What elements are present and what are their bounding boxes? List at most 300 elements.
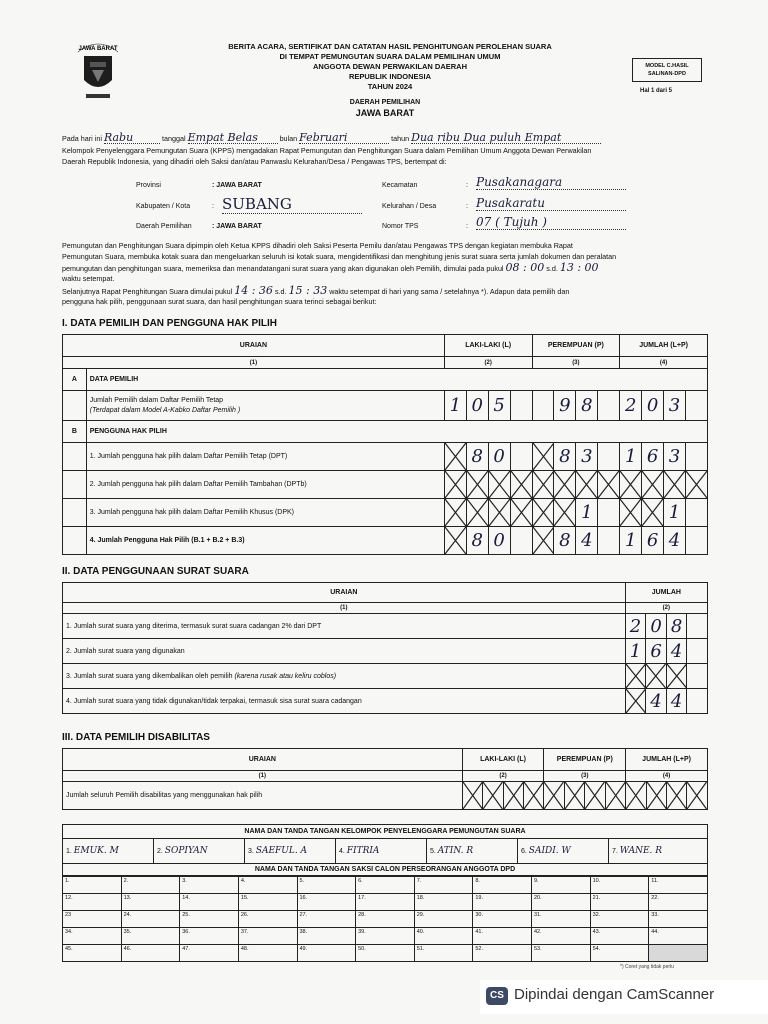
ss2-spacer bbox=[687, 639, 708, 664]
kpps-signer bbox=[336, 839, 427, 864]
signer-number: 5. bbox=[430, 848, 436, 855]
signer-name: WANE. R bbox=[619, 846, 663, 856]
cross-mark-icon bbox=[646, 664, 666, 688]
dpt-row-label bbox=[86, 391, 444, 421]
ss3-spacer bbox=[687, 664, 708, 689]
a1-l-digit: 1 bbox=[444, 391, 466, 421]
crossed-cell bbox=[544, 782, 564, 810]
cross-mark-icon bbox=[533, 527, 554, 554]
crossed-cell bbox=[585, 782, 605, 810]
label-text: 3. Jumlah surat suara yang dikembalikan oleh pemilih bbox=[66, 672, 233, 680]
crossed-cell bbox=[532, 527, 554, 555]
section-1-table bbox=[62, 334, 708, 555]
crossed-cell bbox=[620, 499, 642, 527]
cross-mark-icon bbox=[445, 471, 466, 498]
saksi-signature-grid bbox=[62, 876, 708, 962]
cross-mark-icon bbox=[620, 471, 641, 498]
saksi-cell: 12. bbox=[63, 894, 122, 911]
saksi-cell: 38. bbox=[297, 928, 356, 945]
crossed-cell bbox=[444, 499, 466, 527]
dpt-sublabel: (Terdapat dalam Model A-Kabko Daftar Pemilih ) bbox=[89, 406, 241, 414]
cross-mark-icon bbox=[576, 471, 597, 498]
ss-row-1-label: 1. Jumlah surat suara yang diterima, termasuk surat suara cadangan 2% dari DPT bbox=[63, 614, 626, 639]
header-line: BERITA ACARA, SERTIFIKAT DAN CATATAN HASIL PENGHITUNGAN PEROLEHAN SUARA bbox=[228, 42, 552, 51]
signer-name: SOPIYAN bbox=[164, 846, 208, 856]
signer-number: 2. bbox=[157, 848, 163, 855]
signer-name: SAEFUL. A bbox=[255, 846, 308, 856]
kecamatan-label: Kecamatan bbox=[382, 182, 418, 189]
col-number: (3) bbox=[532, 357, 620, 369]
saksi-cell: 52. bbox=[473, 945, 532, 962]
saksi-cell: 16. bbox=[297, 894, 356, 911]
crossed-cell bbox=[532, 443, 554, 471]
saksi-cell: 50. bbox=[356, 945, 415, 962]
b3-j-digit: 1 bbox=[664, 499, 686, 527]
region-title bbox=[300, 98, 470, 118]
saksi-cell: 32. bbox=[590, 911, 649, 928]
saksi-cell: 1. bbox=[63, 877, 122, 894]
tahun-value: Dua ribu Dua puluh Empat bbox=[411, 132, 601, 144]
saksi-cell: 40. bbox=[414, 928, 473, 945]
section-2-title: II. DATA PENGGUNAAN SURAT SUARA bbox=[62, 566, 249, 577]
saksi-cell: 43. bbox=[590, 928, 649, 945]
label: bulan bbox=[279, 134, 298, 143]
header-line: TAHUN 2024 bbox=[367, 82, 413, 91]
saksi-cell: 54. bbox=[590, 945, 649, 962]
form-header bbox=[180, 42, 600, 92]
body-text: Selanjutnya Rapat Penghitungan Suara dimulai pukul bbox=[62, 287, 233, 296]
saksi-cell: 26. bbox=[238, 911, 297, 928]
kelurahan-label: Kelurahan / Desa bbox=[382, 203, 437, 210]
crossed-cell bbox=[466, 499, 488, 527]
intro-line-3: Daerah Republik Indonesia, yang dihadiri oleh Saksi dan/atau Panwaslu Kelurahan/Desa / Pengawas TPS, bertempat di: bbox=[62, 157, 447, 166]
label-italic: (karena rusak atau keliru coblos) bbox=[234, 672, 337, 680]
cross-mark-icon bbox=[544, 782, 563, 809]
section-3-title: III. DATA PEMILIH DISABILITAS bbox=[62, 732, 210, 743]
crossed-cell bbox=[687, 782, 708, 810]
start-time-value: 08 : 00 bbox=[505, 261, 545, 274]
crossed-cell bbox=[598, 471, 620, 499]
cross-mark-icon bbox=[626, 689, 646, 713]
col-number: (3) bbox=[544, 771, 626, 782]
b4-p-spacer bbox=[598, 527, 620, 555]
kelurahan-value: Pusakaratu bbox=[476, 196, 626, 211]
crossed-cell bbox=[466, 471, 488, 499]
saksi-cell: 14. bbox=[180, 894, 239, 911]
saksi-cell: 21. bbox=[590, 894, 649, 911]
crossed-cell bbox=[532, 499, 554, 527]
cross-mark-icon bbox=[606, 782, 625, 809]
crossed-cell bbox=[667, 782, 687, 810]
cross-mark-icon bbox=[554, 471, 575, 498]
ss-row-3-label bbox=[63, 664, 626, 689]
ss4-spacer bbox=[687, 689, 708, 714]
region-name: JAWA BARAT bbox=[355, 108, 415, 118]
saksi-cell: 30. bbox=[473, 911, 532, 928]
label: tanggal bbox=[161, 134, 186, 143]
kpps-signer bbox=[427, 839, 518, 864]
crossed-cell bbox=[666, 664, 687, 689]
dapil-label: Daerah Pemilihan bbox=[136, 223, 192, 230]
cross-mark-icon bbox=[686, 471, 707, 498]
region-subtitle: DAERAH PEMILIHAN bbox=[349, 99, 421, 106]
saksi-cell: 45. bbox=[63, 945, 122, 962]
b1-l-digit: 8 bbox=[466, 443, 488, 471]
saksi-row bbox=[63, 945, 708, 962]
cross-mark-icon bbox=[489, 471, 510, 498]
cross-mark-icon bbox=[642, 499, 663, 526]
ss1-spacer bbox=[687, 614, 708, 639]
header-line: REPUBLIK INDONESIA bbox=[348, 72, 432, 81]
cross-mark-icon bbox=[598, 471, 619, 498]
b4-j-digit: 6 bbox=[642, 527, 664, 555]
crossed-cell bbox=[646, 664, 667, 689]
model-box bbox=[632, 58, 702, 82]
a1-j-digit: 2 bbox=[620, 391, 642, 421]
saksi-cell: 37. bbox=[238, 928, 297, 945]
saksi-cell: 33. bbox=[649, 911, 708, 928]
saksi-row bbox=[63, 928, 708, 945]
cross-mark-icon bbox=[524, 782, 543, 809]
col-uraian-header: URAIAN bbox=[63, 583, 626, 603]
signer-name: EMUK. M bbox=[73, 846, 119, 856]
row-code-empty bbox=[63, 471, 87, 499]
crossed-cell bbox=[444, 471, 466, 499]
crossed-cell bbox=[664, 471, 686, 499]
section-a-title: DATA PEMILIH bbox=[86, 369, 707, 391]
crossed-cell bbox=[626, 782, 646, 810]
saksi-cell: 49. bbox=[297, 945, 356, 962]
b1-j-digit: 1 bbox=[620, 443, 642, 471]
crossed-cell bbox=[554, 499, 576, 527]
saksi-cell: 34. bbox=[63, 928, 122, 945]
section-b-title: PENGGUNA HAK PILIH bbox=[86, 421, 707, 443]
saksi-title: NAMA DAN TANDA TANGAN SAKSI CALON PERSEORANGAN ANGGOTA DPD bbox=[63, 864, 708, 876]
cross-mark-icon bbox=[445, 443, 466, 470]
kabupaten-value: SUBANG bbox=[222, 195, 362, 214]
col-number: (1) bbox=[63, 771, 463, 782]
ss1-digit: 2 bbox=[625, 614, 646, 639]
scanner-text: Dipindai dengan CamScanner bbox=[514, 986, 715, 1003]
ss2-digit: 1 bbox=[625, 639, 646, 664]
crossed-cell bbox=[532, 471, 554, 499]
b1-p-spacer bbox=[598, 443, 620, 471]
saksi-cell: 25. bbox=[180, 911, 239, 928]
b3-p-digit: 1 bbox=[576, 499, 598, 527]
kpps-signer bbox=[63, 839, 154, 864]
saksi-cell: 27. bbox=[297, 911, 356, 928]
header-line: DI TEMPAT PEMUNGUTAN SUARA DALAM PEMILIHAN UMUM bbox=[279, 52, 501, 61]
dpt-label: Jumlah Pemilih dalam Daftar Pemilih Tetap bbox=[89, 396, 224, 404]
b1-j-digit: 6 bbox=[642, 443, 664, 471]
saksi-cell: 47. bbox=[180, 945, 239, 962]
b3-j-spacer bbox=[685, 499, 707, 527]
saksi-cell: 18. bbox=[414, 894, 473, 911]
saksi-cell: 20. bbox=[532, 894, 591, 911]
saksi-cell: 4. bbox=[238, 877, 297, 894]
saksi-cell: 46. bbox=[121, 945, 180, 962]
cross-mark-icon bbox=[511, 499, 532, 526]
saksi-cell: 28. bbox=[356, 911, 415, 928]
crossed-cell bbox=[642, 471, 664, 499]
b4-l-spacer bbox=[510, 527, 532, 555]
kpps-signer bbox=[245, 839, 336, 864]
crossed-cell bbox=[503, 782, 523, 810]
cross-mark-icon bbox=[533, 443, 554, 470]
b1-l-spacer bbox=[510, 443, 532, 471]
a1-j-digit: 3 bbox=[664, 391, 686, 421]
a1-p-spacer bbox=[598, 391, 620, 421]
dapil-value: : JAWA BARAT bbox=[212, 223, 262, 230]
crossed-cell bbox=[488, 471, 510, 499]
b4-l-digit: 0 bbox=[488, 527, 510, 555]
cross-mark-icon bbox=[489, 499, 510, 526]
ss2-digit: 6 bbox=[646, 639, 667, 664]
signer-number: 1. bbox=[66, 848, 72, 855]
sd-label: s.d. bbox=[274, 287, 287, 296]
ss4-digit: 4 bbox=[666, 689, 687, 714]
a1-j-digit: 0 bbox=[642, 391, 664, 421]
crossed-cell bbox=[646, 782, 666, 810]
intro-line-1 bbox=[62, 132, 601, 144]
section-2-table bbox=[62, 582, 708, 714]
cross-mark-icon bbox=[467, 499, 488, 526]
saksi-cell: 10. bbox=[590, 877, 649, 894]
crossed-cell bbox=[462, 782, 482, 810]
ss2-digit: 4 bbox=[666, 639, 687, 664]
body-text: pemungutan dan penghitungan suara, memeriksa dan menandatangani surat suara yang akan digunakan oleh Pemilih, dimulai pada pukul bbox=[62, 264, 504, 273]
intro-line-2: Kelompok Penyelenggara Pemungutan Suara (KPPS) mengadakan Rapat Pemungutan dan Penghitungan Suara dalam Pemilihan Umum Anggota Dewan Perwakilan bbox=[62, 146, 592, 155]
saksi-cell: 17. bbox=[356, 894, 415, 911]
saksi-cell: 48. bbox=[238, 945, 297, 962]
model-label: MODEL C.HASIL bbox=[645, 63, 689, 69]
col-laki-header: LAKI-LAKI (L) bbox=[462, 749, 544, 771]
body-line-3 bbox=[62, 262, 599, 274]
crossed-cell bbox=[444, 443, 466, 471]
saksi-cell bbox=[649, 945, 708, 962]
body-line-1: Pemungutan dan Penghitungan Suara dipimpin oleh Ketua KPPS dihadiri oleh Saksi Peserta Pemilu dan/atau Pengawas TPS dengan kegiatan membuka Rapat bbox=[62, 241, 573, 250]
saksi-cell: 42. bbox=[532, 928, 591, 945]
label: tahun bbox=[391, 134, 410, 143]
hari-value: Rabu bbox=[104, 132, 160, 144]
crossed-cell bbox=[564, 782, 584, 810]
tps-label: Nomor TPS bbox=[382, 223, 419, 230]
saksi-cell: 39. bbox=[356, 928, 415, 945]
cross-mark-icon bbox=[445, 527, 466, 554]
ss4-digit: 4 bbox=[646, 689, 667, 714]
saksi-cell: 2. bbox=[121, 877, 180, 894]
b1-row bbox=[63, 443, 708, 471]
b1-label: 1. Jumlah pengguna hak pilih dalam Daftar Pemilih Tetap (DPT) bbox=[86, 443, 444, 471]
row-code: B bbox=[63, 421, 87, 443]
cross-mark-icon bbox=[626, 782, 645, 809]
kecamatan-value: Pusakanagara bbox=[476, 175, 626, 190]
a1-l-digit: 5 bbox=[488, 391, 510, 421]
saksi-cell: 51. bbox=[414, 945, 473, 962]
b1-l-digit: 0 bbox=[488, 443, 510, 471]
kpps-signer bbox=[518, 839, 609, 864]
saksi-cell: 23 bbox=[63, 911, 122, 928]
b1-p-digit: 3 bbox=[576, 443, 598, 471]
b3-p-spacer bbox=[598, 499, 620, 527]
col-uraian-header: URAIAN bbox=[63, 335, 445, 357]
a1-l-spacer bbox=[510, 391, 532, 421]
saksi-row bbox=[63, 877, 708, 894]
tanggal-value: Empat Belas bbox=[188, 132, 278, 144]
cross-mark-icon bbox=[511, 471, 532, 498]
tps-value: 07 ( Tujuh ) bbox=[476, 215, 626, 230]
disabilitas-label: Jumlah seluruh Pemilih disabilitas yang menggunakan hak pilih bbox=[63, 782, 463, 810]
crossed-cell bbox=[523, 782, 543, 810]
saksi-cell: 15. bbox=[238, 894, 297, 911]
b4-label: 4. Jumlah Pengguna Hak Pilih (B.1 + B.2 + B.3) bbox=[86, 527, 444, 555]
ss-row-2-label: 2. Jumlah surat suara yang digunakan bbox=[63, 639, 626, 664]
saksi-cell: 7. bbox=[414, 877, 473, 894]
ss-row-4 bbox=[63, 689, 708, 714]
b2-label: 2. Jumlah pengguna hak pilih dalam Daftar Pemilih Tambahan (DPTb) bbox=[86, 471, 444, 499]
cross-mark-icon bbox=[687, 782, 707, 809]
header-line: ANGGOTA DEWAN PERWAKILAN DAERAH bbox=[312, 62, 468, 71]
crossed-cell bbox=[576, 471, 598, 499]
b4-j-spacer bbox=[685, 527, 707, 555]
label: Pada hari ini bbox=[62, 134, 102, 143]
crossed-cell bbox=[625, 664, 646, 689]
ss-row-4-label: 4. Jumlah surat suara yang tidak digunakan/tidak terpakai, termasuk sisa surat suara cadangan bbox=[63, 689, 626, 714]
kpps-signer bbox=[609, 839, 708, 864]
saksi-cell: 35. bbox=[121, 928, 180, 945]
body-line-6: pengguna hak pilih, penggunaan surat suara, dan hasil penghitungan suara terinci sebagai berikut: bbox=[62, 297, 377, 306]
jawa-barat-emblem-icon bbox=[70, 36, 126, 106]
cross-mark-icon bbox=[664, 471, 685, 498]
saksi-cell: 22. bbox=[649, 894, 708, 911]
cross-mark-icon bbox=[467, 471, 488, 498]
a1-j-spacer bbox=[685, 391, 707, 421]
b4-p-digit: 8 bbox=[554, 527, 576, 555]
kelurahan-colon: : bbox=[466, 203, 468, 210]
cross-mark-icon bbox=[504, 782, 523, 809]
section-1-title: I. DATA PEMILIH DAN PENGGUNA HAK PILIH bbox=[62, 318, 277, 329]
col-perempuan-header: PEREMPUAN (P) bbox=[532, 335, 620, 357]
b1-j-digit: 3 bbox=[664, 443, 686, 471]
saksi-row bbox=[63, 894, 708, 911]
logo-text: JAWA BARAT bbox=[78, 46, 118, 52]
a1-p-digit: 8 bbox=[576, 391, 598, 421]
signer-number: 3. bbox=[248, 848, 254, 855]
col-jumlah-header: JUMLAH (L+P) bbox=[620, 335, 708, 357]
saksi-cell: 11. bbox=[649, 877, 708, 894]
cross-mark-icon bbox=[626, 664, 646, 688]
cross-mark-icon bbox=[667, 664, 687, 688]
provinsi-label: Provinsi bbox=[136, 182, 161, 189]
count-end-value: 15 : 33 bbox=[288, 284, 328, 297]
ss1-digit: 8 bbox=[666, 614, 687, 639]
saksi-cell: 3. bbox=[180, 877, 239, 894]
page-indicator: Hal 1 dari 5 bbox=[640, 88, 673, 94]
saksi-cell: 29. bbox=[414, 911, 473, 928]
signer-number: 6. bbox=[521, 848, 527, 855]
cross-mark-icon bbox=[533, 471, 554, 498]
col-number: (2) bbox=[462, 771, 544, 782]
b1-p-digit: 8 bbox=[554, 443, 576, 471]
cross-mark-icon bbox=[565, 782, 584, 809]
disabilitas-row bbox=[63, 782, 708, 810]
cross-mark-icon bbox=[585, 782, 604, 809]
b4-l-digit: 8 bbox=[466, 527, 488, 555]
crossed-cell bbox=[510, 471, 532, 499]
kpps-title: NAMA DAN TANDA TANGAN KELOMPOK PENYELENGGARA PEMUNGUTAN SUARA bbox=[63, 825, 708, 839]
row-code-empty bbox=[63, 499, 87, 527]
crossed-cell bbox=[685, 471, 707, 499]
crossed-cell bbox=[605, 782, 625, 810]
cross-mark-icon bbox=[620, 499, 641, 526]
signer-number: 7. bbox=[612, 848, 618, 855]
crossed-cell bbox=[444, 527, 466, 555]
end-time-value: 13 : 00 bbox=[559, 261, 599, 274]
kpps-signature-row bbox=[63, 839, 708, 864]
crossed-cell bbox=[554, 471, 576, 499]
saksi-cell: 13. bbox=[121, 894, 180, 911]
body-line-2: Pemungutan Suara, membuka kotak suara dan mengeluarkan seluruh isi kotak suara, mengidentifikasi dan menghitung jenis surat suara serta jumlah dokumen dan peralatan bbox=[62, 252, 617, 261]
saksi-cell: 19. bbox=[473, 894, 532, 911]
ss-row-1 bbox=[63, 614, 708, 639]
kecamatan-colon: : bbox=[466, 182, 468, 189]
signer-name: FITRIA bbox=[346, 846, 380, 856]
a1-p-digit bbox=[532, 391, 554, 421]
b4-row bbox=[63, 527, 708, 555]
saksi-cell: 41. bbox=[473, 928, 532, 945]
col-jumlah-header: JUMLAH bbox=[625, 583, 707, 603]
sd-label: s.d. bbox=[546, 264, 558, 273]
cross-mark-icon bbox=[533, 499, 554, 526]
model-label: SALINAN-DPD bbox=[648, 71, 686, 77]
kabupaten-label: Kabupaten / Kota bbox=[136, 203, 191, 210]
col-perempuan-header: PEREMPUAN (P) bbox=[544, 749, 626, 771]
kpps-signer bbox=[154, 839, 245, 864]
b2-row bbox=[63, 471, 708, 499]
saksi-cell: 8. bbox=[473, 877, 532, 894]
b4-j-digit: 4 bbox=[664, 527, 686, 555]
count-start-value: 14 : 36 bbox=[234, 284, 273, 297]
saksi-cell: 44. bbox=[649, 928, 708, 945]
row-code-empty bbox=[63, 527, 87, 555]
b3-row bbox=[63, 499, 708, 527]
saksi-cell: 6. bbox=[356, 877, 415, 894]
col-laki-header: LAKI-LAKI (L) bbox=[444, 335, 532, 357]
tps-colon: : bbox=[466, 223, 468, 230]
signer-number: 4. bbox=[339, 848, 345, 855]
col-number: (4) bbox=[620, 357, 708, 369]
col-number: (2) bbox=[625, 603, 707, 614]
saksi-cell: 9. bbox=[532, 877, 591, 894]
crossed-cell bbox=[642, 499, 664, 527]
b3-label: 3. Jumlah pengguna hak pilih dalam Daftar Pemilih Khusus (DPK) bbox=[86, 499, 444, 527]
cross-mark-icon bbox=[554, 499, 575, 526]
crossed-cell bbox=[488, 499, 510, 527]
cross-mark-icon bbox=[667, 782, 686, 809]
section-3-table bbox=[62, 748, 708, 810]
crossed-cell bbox=[620, 471, 642, 499]
col-jumlah-header: JUMLAH (L+P) bbox=[626, 749, 708, 771]
col-number: (1) bbox=[63, 603, 626, 614]
cross-mark-icon bbox=[445, 499, 466, 526]
col-number: (4) bbox=[626, 771, 708, 782]
b1-j-spacer bbox=[685, 443, 707, 471]
ss-row-2 bbox=[63, 639, 708, 664]
col-uraian-header: URAIAN bbox=[63, 749, 463, 771]
row-code-empty bbox=[63, 443, 87, 471]
b4-j-digit: 1 bbox=[620, 527, 642, 555]
crossed-cell bbox=[625, 689, 646, 714]
